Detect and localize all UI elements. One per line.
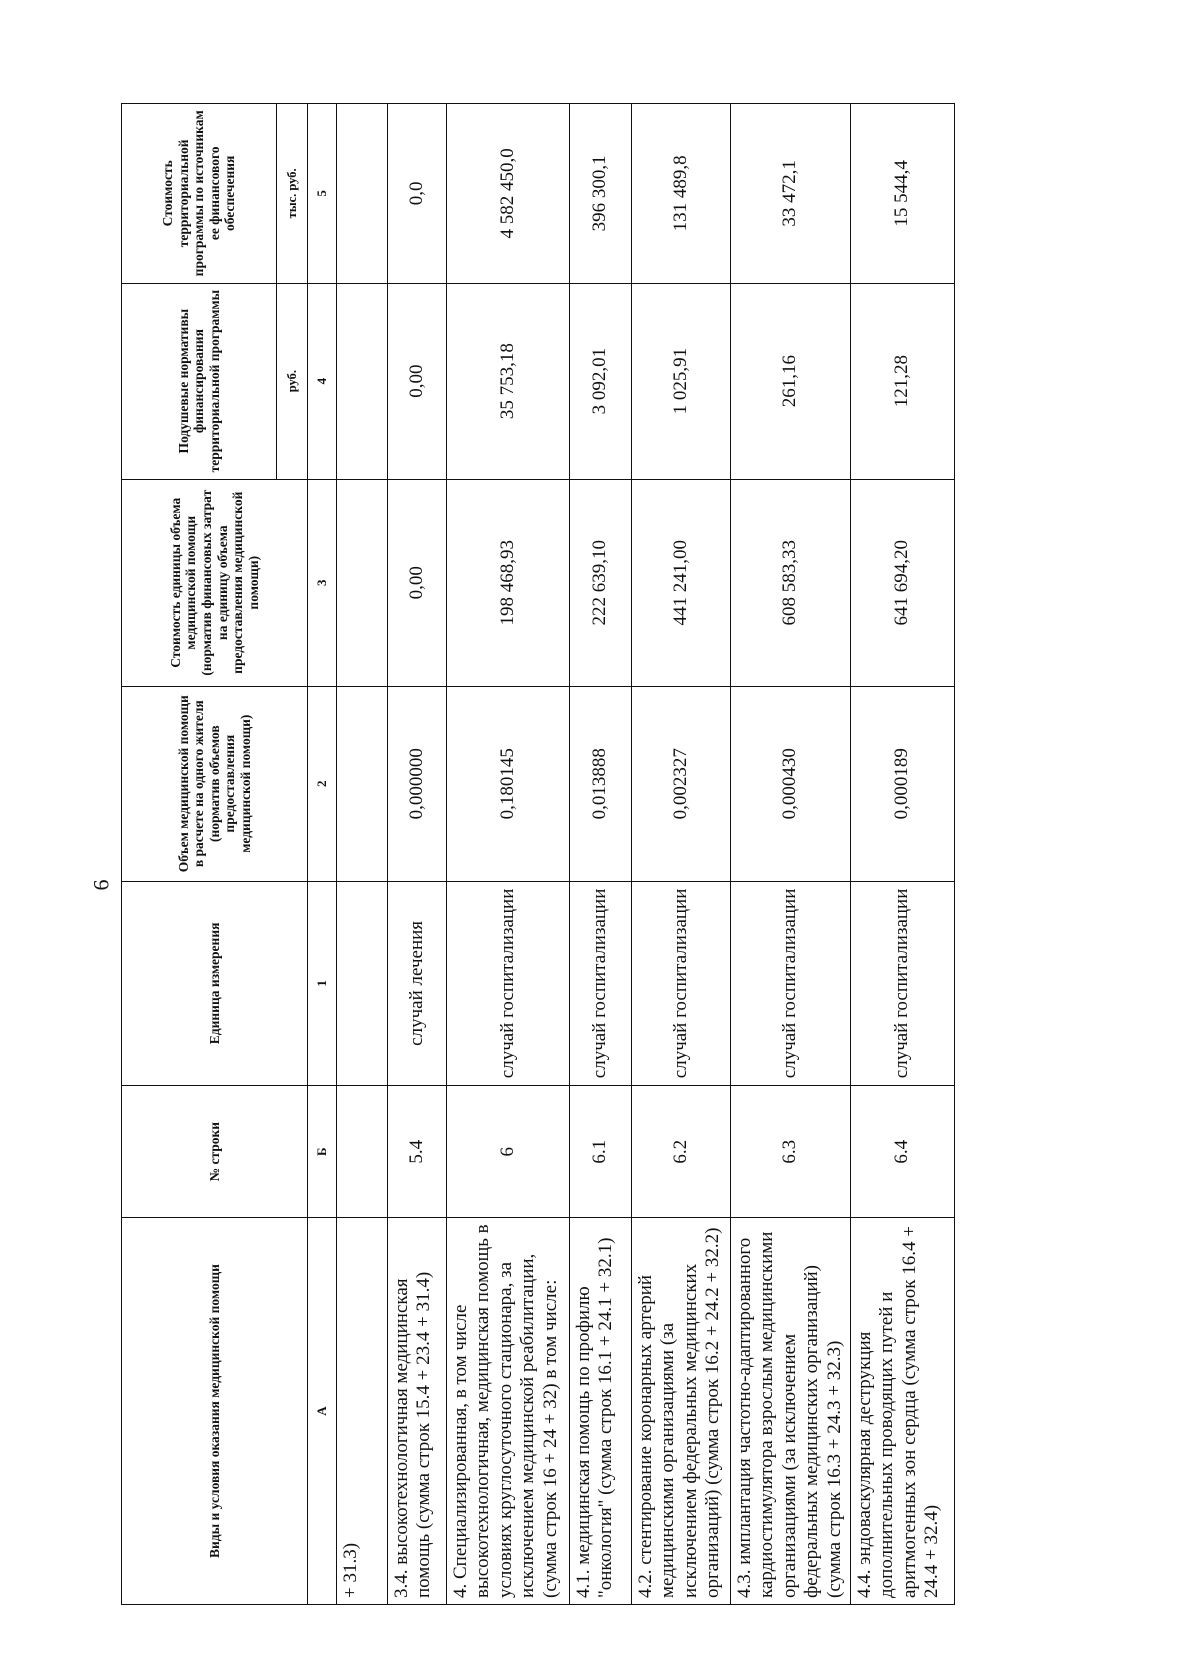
row-name: 4.1. медицинская помощь по профилю "онкология" (сумма строк 16.1 + 24.1 + 32.1) bbox=[570, 1218, 632, 1605]
financing-table bbox=[121, 103, 955, 1605]
row-per-capita: 261,16 bbox=[731, 283, 851, 479]
column-number: 5 bbox=[308, 104, 337, 284]
row-total: 33 472,1 bbox=[731, 104, 851, 284]
header-total-cost: Стоимость территориальной программы по источникам ее финансового обеспечения bbox=[122, 104, 277, 284]
table-row bbox=[337, 104, 388, 1605]
row-unit: случай лечения bbox=[388, 881, 447, 1086]
unit-thousand-rub: тыс. руб. bbox=[277, 104, 308, 284]
row-total: 4 582 450,0 bbox=[447, 104, 570, 284]
row-unit: случай госпитализации bbox=[632, 881, 731, 1086]
row-unit-cost: 441 241,00 bbox=[632, 479, 731, 686]
header-unit: Единица измерения bbox=[122, 881, 308, 1086]
row-unit-cost: 0,00 bbox=[388, 479, 447, 686]
row-volume: 0,000430 bbox=[731, 686, 851, 881]
header-unit-cost: Стоимость единицы объема медицинской помощи (норматив финансовых затрат на единицу объема предоставления медицинской помощи) bbox=[122, 479, 308, 686]
row-total: 15 544,4 bbox=[851, 104, 955, 284]
row-number: 5.4 bbox=[388, 1086, 447, 1218]
row-total: 0,0 bbox=[388, 104, 447, 284]
row-total: 396 300,1 bbox=[570, 104, 632, 284]
table-row bbox=[570, 104, 632, 1605]
table-row bbox=[851, 104, 955, 1605]
row-per-capita: 35 753,18 bbox=[447, 283, 570, 479]
row-number: 6.2 bbox=[632, 1086, 731, 1218]
page-number: 6 bbox=[88, 879, 114, 891]
row-name: 4. Специализированная, в том числе высокотехнологичная, медицинская помощь в условиях круглосуточного стационара, за исключением медицинской реабилитации, (сумма строк 16 + 24 + 32) в том числе: bbox=[447, 1218, 570, 1605]
unit-rub: руб. bbox=[277, 283, 308, 479]
row-volume: 0,002327 bbox=[632, 686, 731, 881]
table-row bbox=[731, 104, 851, 1605]
header-care-type: Виды и условия оказания медицинской помощи bbox=[122, 1218, 308, 1605]
row-per-capita: 3 092,01 bbox=[570, 283, 632, 479]
row-per-capita: 121,28 bbox=[851, 283, 955, 479]
header-volume: Объем медицинской помощи в расчете на одного жителя (норматив объемов предоставления медицинской помощи) bbox=[122, 686, 308, 881]
table-row bbox=[632, 104, 731, 1605]
row-unit-cost: 198 468,93 bbox=[447, 479, 570, 686]
row-number: 6.4 bbox=[851, 1086, 955, 1218]
column-number: 4 bbox=[308, 283, 337, 479]
row-name: 4.2. стентирование коронарных артерий медицинскими организациями (за исключением федеральных медицинских организаций) (сумма строк 16.2 + 24.2 + 32.2) bbox=[632, 1218, 731, 1605]
row-total: 131 489,8 bbox=[632, 104, 731, 284]
table-row bbox=[447, 104, 570, 1605]
column-number: А bbox=[308, 1218, 337, 1605]
row-unit: случай госпитализации bbox=[447, 881, 570, 1086]
row-number: 6.3 bbox=[731, 1086, 851, 1218]
row-volume: 0,013888 bbox=[570, 686, 632, 881]
row-name: + 31.3) bbox=[337, 1218, 388, 1605]
table-row bbox=[388, 104, 447, 1605]
column-number: 3 bbox=[308, 479, 337, 686]
column-number: 2 bbox=[308, 686, 337, 881]
row-name: 3.4. высокотехнологичная медицинская помощь (сумма строк 15.4 + 23.4 + 31.4) bbox=[388, 1218, 447, 1605]
row-number: 6 bbox=[447, 1086, 570, 1218]
row-unit: случай госпитализации bbox=[851, 881, 955, 1086]
row-volume: 0,180145 bbox=[447, 686, 570, 881]
row-number: 6.1 bbox=[570, 1086, 632, 1218]
row-per-capita: 1 025,91 bbox=[632, 283, 731, 479]
row-name: 4.3. имплантация частотно-адаптированного кардиостимулятора взрослым медицинскими организациями (за исключением федеральных медицинских организаций) (сумма строк 16.3 + 24.3 + 32.3) bbox=[731, 1218, 851, 1605]
row-unit-cost: 641 694,20 bbox=[851, 479, 955, 686]
row-unit: случай госпитализации bbox=[731, 881, 851, 1086]
row-volume: 0,000000 bbox=[388, 686, 447, 881]
column-number: 1 bbox=[308, 881, 337, 1086]
row-name: 4.4. эндоваскулярная деструкция дополнительных проводящих путей и аритмогенных зон сердца (сумма строк 16.4 + 24.4 + 32.4) bbox=[851, 1218, 955, 1605]
header-row-number: № строки bbox=[122, 1086, 308, 1218]
row-unit-cost: 222 639,10 bbox=[570, 479, 632, 686]
header-per-capita: Подушевые нормативы финансирования территориальной программы bbox=[122, 283, 277, 479]
row-unit: случай госпитализации bbox=[570, 881, 632, 1086]
row-per-capita: 0,00 bbox=[388, 283, 447, 479]
row-volume: 0,000189 bbox=[851, 686, 955, 881]
row-unit-cost: 608 583,33 bbox=[731, 479, 851, 686]
column-number: Б bbox=[308, 1086, 337, 1218]
rotated-table-frame bbox=[121, 103, 947, 1605]
